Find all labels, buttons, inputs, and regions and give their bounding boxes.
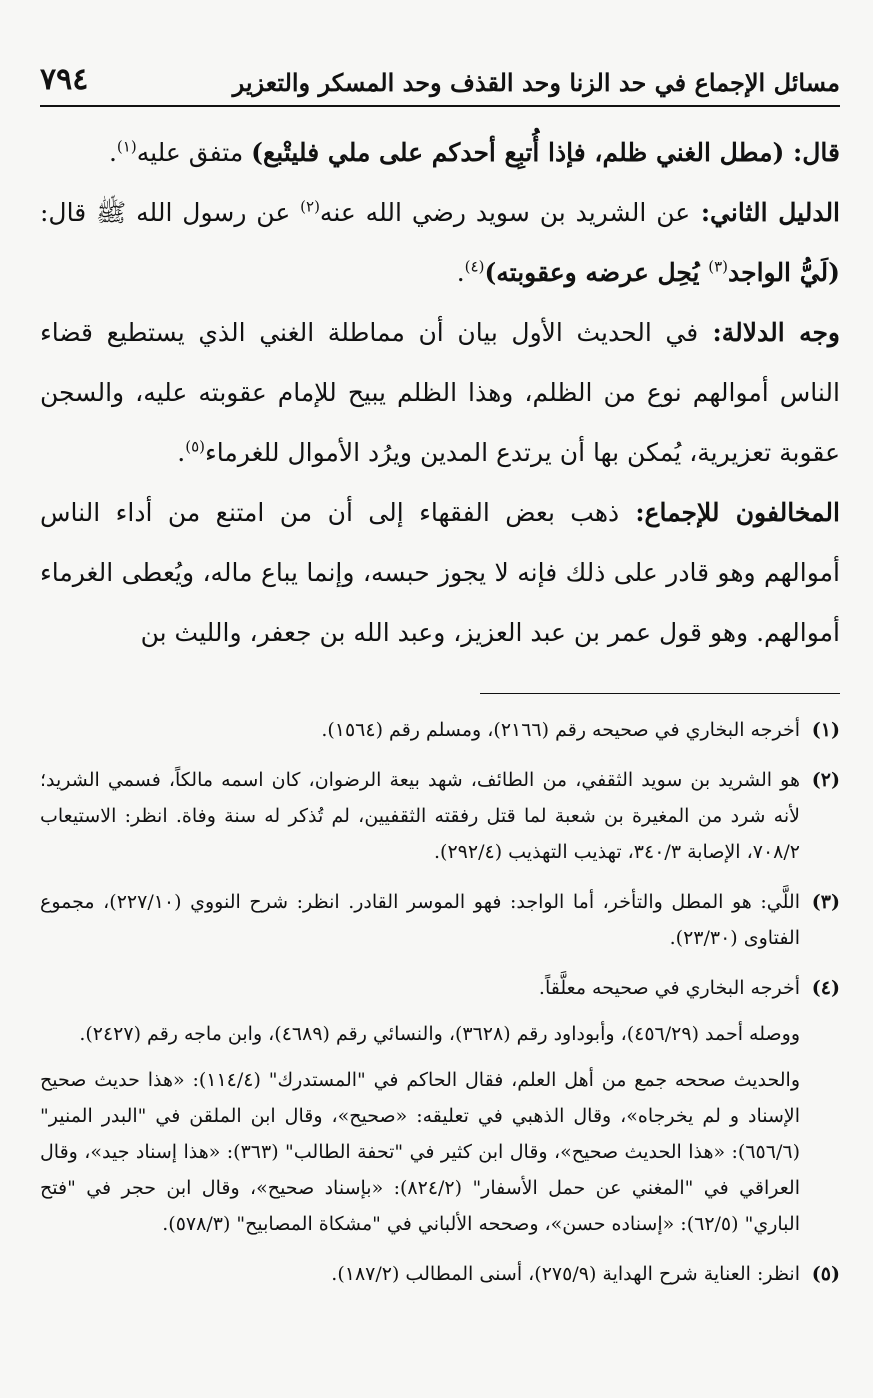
book-page [40,56,840,1376]
footnote-1 [40,712,840,758]
footnote-number: (٢) [811,769,840,791]
paragraph-1 [40,123,840,183]
footnote-4 [40,970,840,1252]
hadith-quote-2b: يُحِل عرضه وعقوبته) [484,258,709,287]
paragraph-1-end: . [108,138,117,167]
main-text [40,123,840,663]
paragraph-2-lead: الدليل الثاني: [690,198,841,227]
paragraph-4-lead: المخالفون للإجماع: [619,498,840,527]
paragraph-3 [40,303,840,483]
footnote-2 [40,762,840,880]
footnote-ref-2[interactable]: (٢) [300,197,320,216]
footnote-separator [480,693,840,694]
footnote-number: (٤) [811,977,840,999]
paragraph-4 [40,483,840,663]
paragraph-1-lead: قال: [784,138,840,167]
running-title: مسائل الإجماع في حد الزنا وحد القذف وحد المسكر والتعزير [232,68,840,97]
footnote-text: انظر: العناية شرح الهداية (٢٧٥/٩)، أسنى المطالب (١٨٧/٢). [331,1263,800,1285]
footnote-5 [40,1256,840,1302]
paragraph-3-lead: وجه الدلالة: [698,318,840,347]
footnote-text: هو الشريد بن سويد الثقفي، من الطائف، شهد بيعة الرضوان، كان اسمه مالكاً، فسمي الشريد؛ لأنه شرد من المغيرة بن شعبة لما قتل رفقته الثقفيين، لم تُذكر له سنة وفاة. انظر: الاستيعاب ٧٠٨/٢، الإصابة ٣٤٠/٣، تهذيب التهذيب (٢٩٢/٤). [40,769,800,863]
hadith-quote-2a: (لَيُّ الواجد [728,258,840,287]
paragraph-4-text: ذهب بعض الفقهاء إلى أن من امتنع من أداء الناس أموالهم وهو قادر على ذلك فإنه لا يجوز حبسه، وإنما يباع ماله، ويُعطى الغرماء أموالهم. وهو قول عمر بن عبد العزيز، وعبد الله بن جعفر، والليث بن [40,498,840,647]
hadith-quote-1: (مطل الغني ظلم، فإذا أُتبِع أحدكم على ملي فليتْبع) [251,138,785,167]
footnote-separator-wrap [40,663,840,712]
footnote-text: والحديث صححه جمع من أهل العلم، فقال الحاكم في "المستدرك" (١١٤/٤): «هذا حديث صحيح الإسناد و لم يخرجاه»، وقال الذهبي في تعليقه: «صحيح»، وقال ابن الملقن في "البدر المنير" (٦٥٦/٦): «هذا الحديث صحيح»، وقال ابن كثير في "تحفة الطالب" (٣٦٣): «هذا إسناد جيد»، وقال العراقي في "المغني عن حمل الأسفار" (٨٢٤/٢): «بإسناد صحيح»، وقال ابن حجر في "فتح الباري" (٦٢/٥): «إسناده حسن»، وصححه الألباني في "مشكاة المصابيح" (٥٧٨/٣). [40,1069,801,1235]
footnotes [40,712,840,1302]
footnote-text: ووصله أحمد (٤٥٦/٢٩)، وأبوداود رقم (٣٦٢٨)، والنسائي رقم (٤٦٨٩)، وابن ماجه رقم (٢٤٢٧). [79,1023,800,1045]
paragraph-3-end: . [177,438,186,467]
page-number: ٧٩٤ [40,62,89,97]
footnote-ref-3[interactable]: (٣) [708,257,728,276]
footnote-text: أخرجه البخاري في صحيحه معلَّقاً. [538,977,800,999]
footnote-number: (٣) [811,891,840,913]
paragraph-1-rest: متفق عليه [136,138,252,167]
paragraph-2-text-2: عن رسول الله ﷺ قال: [40,198,301,227]
paragraph-2-text-1: عن الشريد بن سويد رضي الله عنه [319,198,691,227]
footnote-ref-4[interactable]: (٤) [464,257,485,276]
footnote-ref-1[interactable]: (١) [116,137,137,156]
paragraph-2 [40,183,840,303]
paragraph-2-end: . [456,258,465,287]
footnote-text: أخرجه البخاري في صحيحه رقم (٢١٦٦)، ومسلم رقم (١٥٦٤). [321,719,800,741]
footnote-3 [40,884,840,966]
footnote-text: اللَّي: هو المطل والتأخر، أما الواجد: فهو الموسر القادر. انظر: شرح النووي (٢٢٧/١٠)، مجموع الفتاوى (٢٣/٣٠). [40,891,800,949]
footnote-number: (٥) [811,1263,840,1285]
footnote-ref-5[interactable]: (٥) [185,437,206,456]
page-header [40,56,840,107]
paragraph-3-text: في الحديث الأول بيان أن مماطلة الغني الذي يستطيع قضاء الناس أموالهم نوع من الظلم، وهذا الظلم يبيح للإمام عقوبته عليه، والسجن عقوبة تعزيرية، يُمكن بها أن يرتدع المدين ويرُد الأموال للغرماء [40,318,840,467]
footnote-number: (١) [811,719,840,741]
